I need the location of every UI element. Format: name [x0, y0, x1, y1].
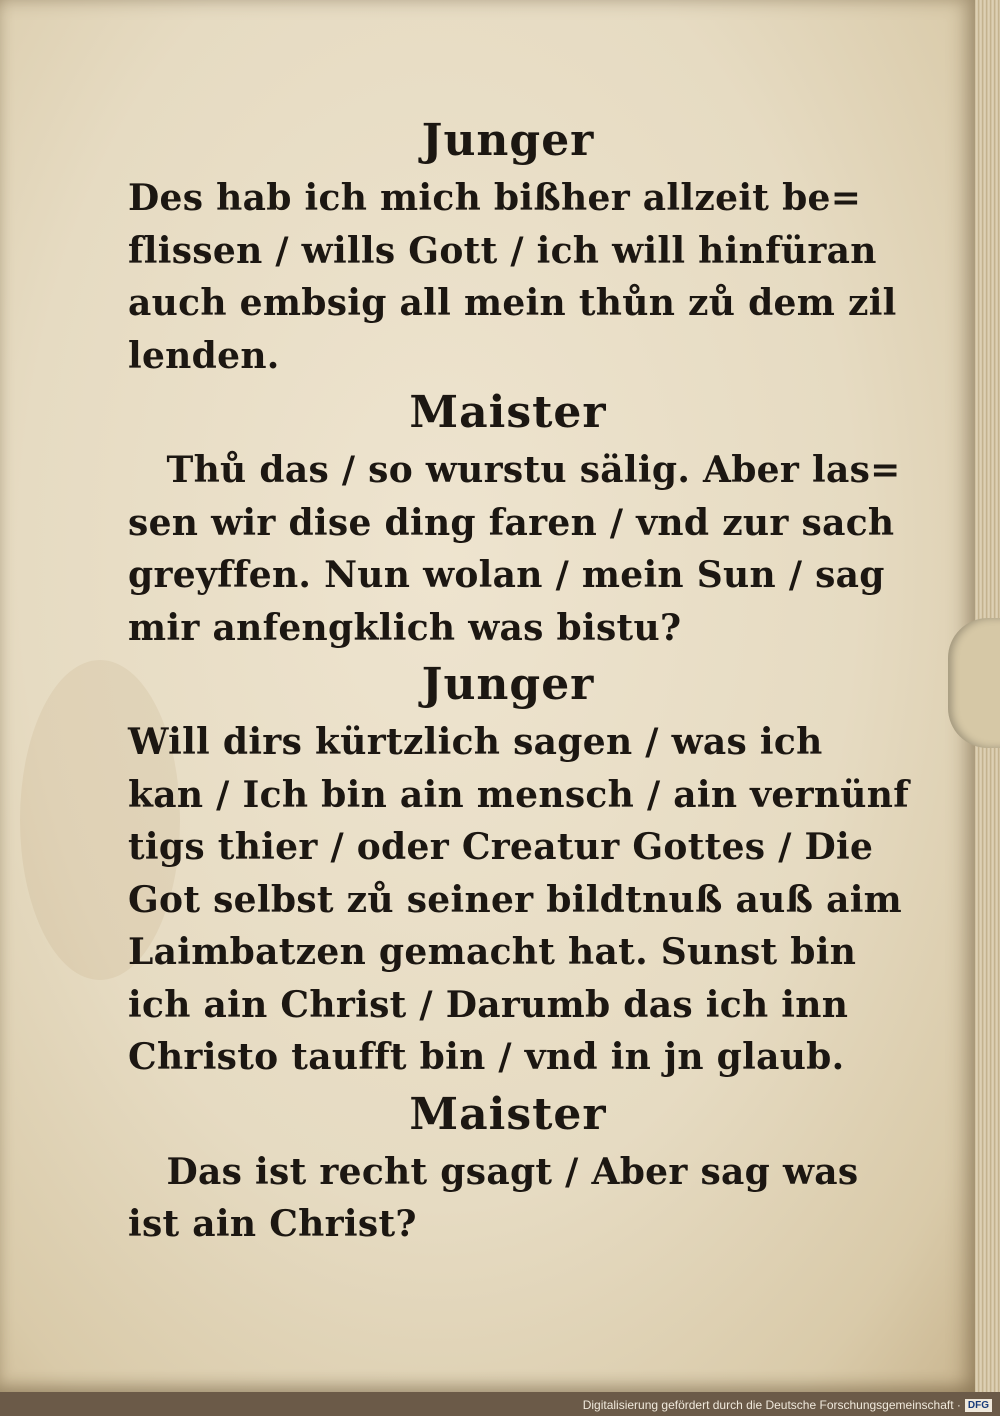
- text-line: Christo taufft bin / vnd in jn glaub.: [128, 1036, 845, 1078]
- text-line: ist ain Christ?: [128, 1203, 417, 1245]
- text-line: lenden.: [128, 334, 280, 377]
- page-text: [128, 110, 910, 1251]
- text-line: flissen / wills Gott / ich will hinfüran: [128, 229, 877, 272]
- dialogue-paragraph: [128, 444, 901, 654]
- text-line: mir anfengklich was bistu?: [128, 606, 682, 649]
- text-line: auch embsig all mein thůn zů dem zil: [128, 282, 897, 324]
- book-clasp-tab: [948, 618, 1000, 748]
- credit-text: Digitalisierung gefördert durch die Deutsche Forschungsgemeinschaft ·: [582, 1398, 961, 1412]
- speaker-heading: Maister: [409, 1088, 607, 1140]
- text-line: kan / Ich bin ain mensch / ain vernünf: [128, 773, 910, 816]
- speaker-heading: Maister: [409, 387, 607, 438]
- dialogue-paragraph: [128, 716, 910, 1084]
- text-line: Des hab ich mich bißher allzeit be=: [128, 177, 862, 219]
- dialogue-paragraph: [128, 1146, 888, 1251]
- text-line: tigs thier / oder Creatur Gottes / Die: [128, 826, 874, 868]
- speaker-heading: Junger: [421, 659, 595, 710]
- text-line: Laimbatzen gemacht hat. Sunst bin: [128, 931, 857, 973]
- text-line: Got selbst zů seiner bildtnuß auß aim: [128, 878, 903, 921]
- text-line: Thů das / so wurstu sälig. Aber las=: [128, 449, 901, 491]
- digitization-credit: [583, 1398, 992, 1412]
- dialogue-paragraph: [128, 172, 897, 382]
- text-line: greyffen. Nun wolan / mein Sun / sag: [128, 554, 885, 596]
- dfg-logo: DFG: [965, 1399, 992, 1412]
- text-line: ich ain Christ / Darumb das ich inn: [128, 983, 849, 1026]
- text-line: Das ist recht gsagt / Aber sag was: [128, 1150, 859, 1193]
- speaker-heading: Junger: [421, 115, 595, 166]
- text-line: sen wir dise ding faren / vnd zur sach: [128, 501, 895, 544]
- text-line: Will dirs kürtzlich sagen / was ich: [128, 721, 823, 763]
